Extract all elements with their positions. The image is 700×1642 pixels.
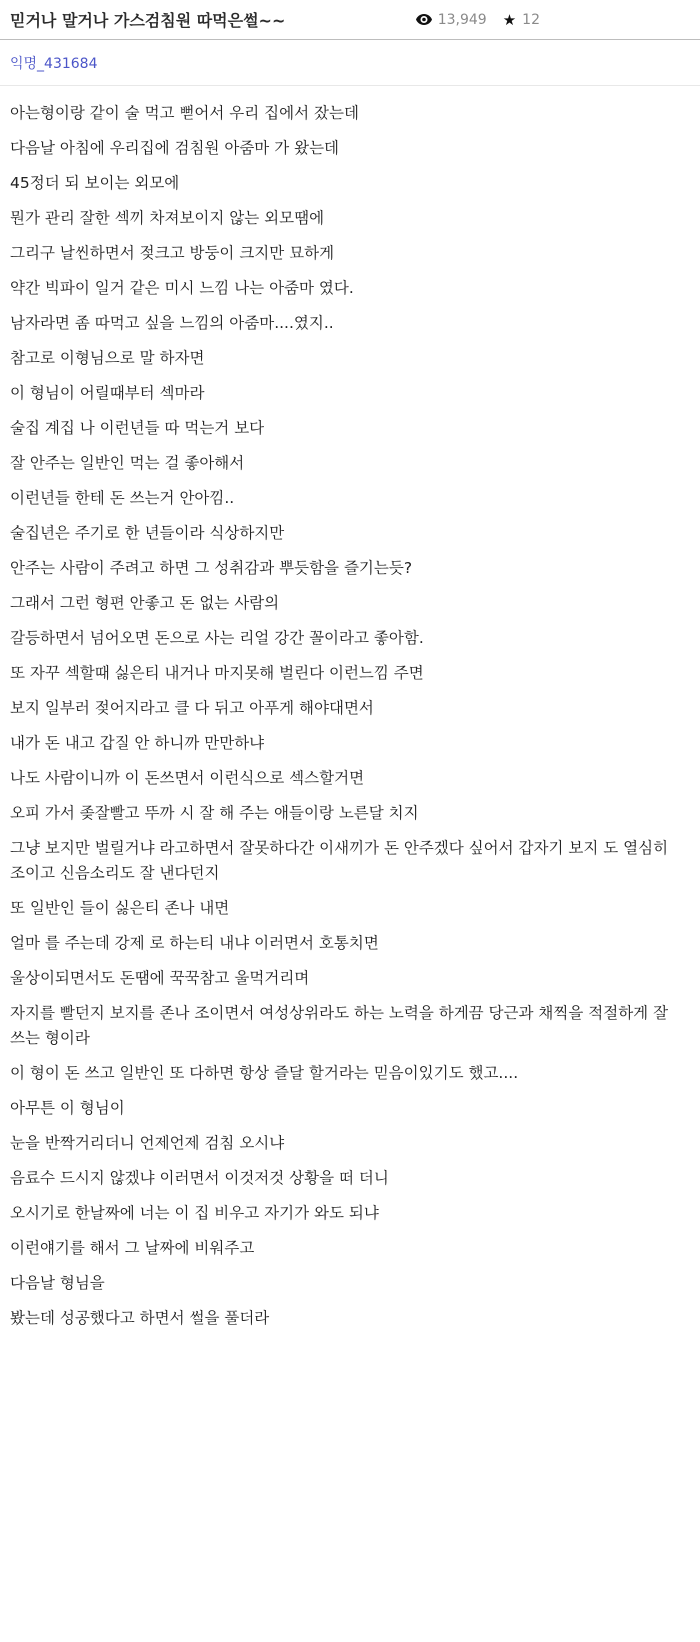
post-line: 봤는데 성공했다고 하면서 썰을 풀더라: [10, 1309, 270, 1327]
post-line: 또 일반인 들이 싫은티 존나 내면: [10, 899, 230, 917]
post-line: 이런년들 한테 돈 쓰는거 안아낌..: [10, 489, 235, 507]
post-line: 45정더 되 보이는 외모에: [10, 174, 180, 192]
post-line: 이 형이 돈 쓰고 일반인 또 다하면 항상 즐달 할거라는 믿음이있기도 했고....: [10, 1064, 519, 1082]
post-line: 술집년은 주기로 한 년들이라 식상하지만: [10, 524, 285, 542]
eye-icon: [416, 14, 432, 25]
author-link[interactable]: 익명_431684: [10, 55, 98, 72]
post-line: 그냥 보지만 벌릴거냐 라고하면서 잘못하다간 이새끼가 돈 안주겠다 싶어서 갑자기 보지 도 열심히 조이고 신음소리도 잘 낸다던지: [10, 839, 669, 882]
post-line: 갈등하면서 넘어오면 돈으로 사는 리얼 강간 꼴이라고 좋아함.: [10, 629, 424, 647]
post-line: 술집 계집 나 이런년들 따 먹는거 보다: [10, 419, 265, 437]
star-count-value: 12: [522, 11, 540, 28]
view-count: [416, 12, 487, 28]
post-line: 오피 가서 좆잘빨고 뚜까 시 잘 해 주는 애들이랑 노른달 치지: [10, 804, 419, 822]
post-line: 자지를 빨던지 보지를 존나 조이면서 여성상위라도 하는 노력을 하게끔 당근과 채찍을 적절하게 잘 쓰는 형이라: [10, 1004, 669, 1047]
post-line: 다음날 형님을: [10, 1274, 105, 1292]
post-line: 안주는 사람이 주려고 하면 그 성취감과 뿌듯함을 즐기는듯?: [10, 559, 413, 577]
post-line: 나도 사람이니까 이 돈쓰면서 이런식으로 섹스할거면: [10, 769, 365, 787]
post-header: [0, 0, 700, 40]
post-line: 약간 빅파이 일거 같은 미시 느낌 나는 아줌마 였다.: [10, 279, 354, 297]
post-line: 뭔가 관리 잘한 섹끼 차져보이지 않는 외모땜에: [10, 209, 325, 227]
post-line: 또 자꾸 섹할때 싫은티 내거나 마지못해 벌린다 이런느낌 주면: [10, 664, 424, 682]
post-line: 그래서 그런 형편 안좋고 돈 없는 사람의: [10, 594, 280, 612]
post-title: 믿거나 말거나 가스검침원 따먹은썰~~: [10, 11, 286, 30]
view-count-value: 13,949: [437, 11, 487, 28]
post-line: 참고로 이형님으로 말 하자면: [10, 349, 205, 367]
post-line: 이런얘기를 해서 그 날짜에 비워주고: [10, 1239, 255, 1257]
post-line: 그리구 날씬하면서 젖크고 방둥이 크지만 묘하게: [10, 244, 335, 262]
post-line: 내가 돈 내고 갑질 안 하니까 만만하냐: [10, 734, 265, 752]
post-line: 아무튼 이 형님이: [10, 1099, 125, 1117]
post-line: 이 형님이 어릴때부터 섹마라: [10, 384, 205, 402]
post-line: 아는형이랑 같이 술 먹고 뻗어서 우리 집에서 잤는데: [10, 104, 359, 122]
post-line: 잘 안주는 일반인 먹는 걸 좋아해서: [10, 454, 245, 472]
post-stats: [416, 11, 540, 29]
post-body: [0, 86, 700, 1331]
star-icon: ★: [502, 10, 517, 29]
post-line: 다음날 아침에 우리집에 검침원 아줌마 가 왔는데: [10, 139, 340, 157]
post-line: 남자라면 좀 따먹고 싶을 느낌의 아줌마....였지..: [10, 314, 334, 332]
post-line: 오시기로 한날짜에 너는 이 집 비우고 자기가 와도 되냐: [10, 1204, 379, 1222]
post-line: 보지 일부러 젖어지라고 클 다 뒤고 아푸게 해야대면서: [10, 699, 374, 717]
author-row: [0, 40, 700, 86]
star-count: [503, 11, 540, 29]
post-line: 얼마 를 주는데 강제 로 하는티 내냐 이러면서 호통치면: [10, 934, 379, 952]
post-line: 눈을 반짝거리더니 언제언제 검침 오시냐: [10, 1134, 285, 1152]
post-line: 음료수 드시지 않겠냐 이러면서 이것저것 상황을 떠 더니: [10, 1169, 389, 1187]
post-line: 울상이되면서도 돈땜에 꾹꾹참고 울먹거리며: [10, 969, 310, 987]
